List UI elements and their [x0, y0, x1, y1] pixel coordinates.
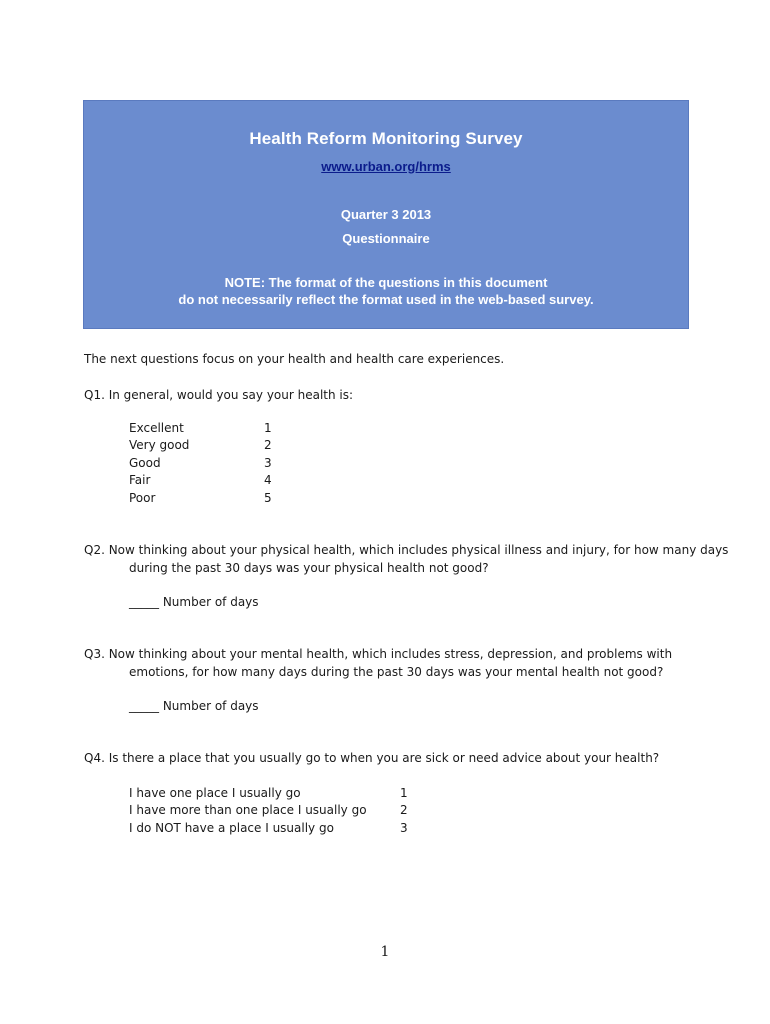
question-q4: Q4. Is there a place that you usually go to when you are sick or need advice about your health? [84, 751, 660, 765]
q4-option-code: 2 [400, 803, 408, 817]
q1-option-label: Good [129, 456, 161, 470]
question-q3-line-2: emotions, for how many days during the past 30 days was your mental health not good? [129, 665, 664, 679]
survey-quarter: Quarter 3 2013 [340, 207, 432, 222]
q1-option-code: 1 [264, 421, 272, 435]
q4-option-label: I have one place I usually go [129, 786, 301, 800]
q1-option-label: Poor [129, 491, 156, 505]
question-q3-line-1: Q3. Now thinking about your mental health, which includes stress, depression, and problems with [84, 647, 673, 661]
q4-option-label: I do NOT have a place I usually go [129, 821, 334, 835]
survey-title: Health Reform Monitoring Survey [249, 129, 523, 148]
q2-days-answer-field[interactable]: _____ Number of days [129, 595, 259, 609]
question-q2-line-2: during the past 30 days was your physical health not good? [129, 561, 489, 575]
page-number: 1 [380, 944, 390, 960]
q1-option-code: 4 [264, 473, 272, 487]
q3-days-answer-field[interactable]: _____ Number of days [129, 699, 259, 713]
survey-website-link[interactable]: www.urban.org/hrms [321, 159, 451, 174]
q4-option-code: 3 [400, 821, 408, 835]
survey-header-box [83, 100, 689, 329]
format-note-line-2: do not necessarily reflect the format used in the web-based survey. [178, 292, 594, 307]
q1-option-code: 5 [264, 491, 272, 505]
question-q1: Q1. In general, would you say your health is: [84, 388, 354, 402]
survey-doc-type: Questionnaire [342, 231, 430, 246]
q1-option-label: Very good [129, 438, 190, 452]
q4-option-code: 1 [400, 786, 408, 800]
format-note-line-1: NOTE: The format of the questions in this document [224, 275, 548, 290]
intro-text: The next questions focus on your health and health care experiences. [84, 352, 505, 366]
q4-option-label: I have more than one place I usually go [129, 803, 367, 817]
q1-option-label: Fair [129, 473, 151, 487]
q1-option-code: 3 [264, 456, 272, 470]
question-q2-line-1: Q2. Now thinking about your physical health, which includes physical illness and injury, for how many days [84, 543, 729, 557]
q1-option-label: Excellent [129, 421, 184, 435]
q1-option-code: 2 [264, 438, 272, 452]
